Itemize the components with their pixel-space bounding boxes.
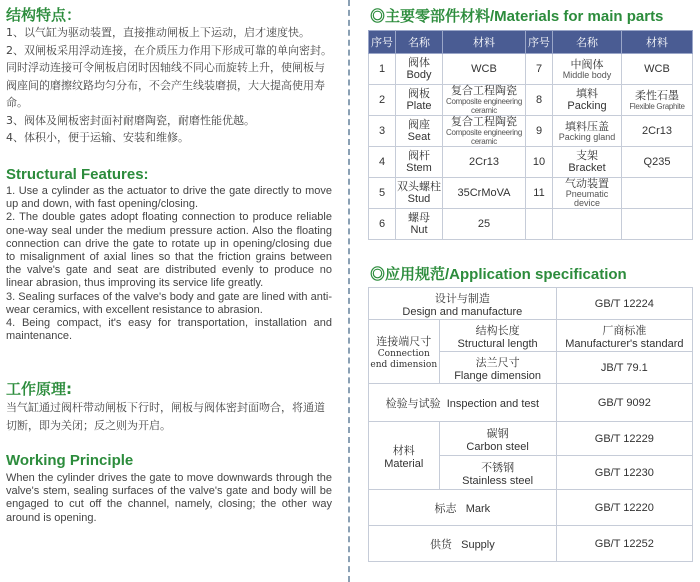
part-material xyxy=(622,116,693,147)
spec-label-zh: 供货 xyxy=(429,538,452,551)
part-name-en: Packing gland xyxy=(558,131,616,142)
spec-label xyxy=(369,422,440,490)
spec-standard-en: Manufacturer's standard xyxy=(565,337,684,350)
spec-label xyxy=(369,288,557,320)
part-material xyxy=(443,209,526,240)
spec-standard: JB/T 79.1 xyxy=(556,352,692,384)
part-name-en: Pneumatic device xyxy=(565,189,609,208)
spec-sublabel-zh: 不锈钢 xyxy=(481,461,515,474)
spec-label-zh: 设计与制造 xyxy=(434,292,490,305)
part-material-main: WCB xyxy=(644,63,670,75)
spec-label xyxy=(369,384,557,422)
spec-sublabel-en: Flange dimension xyxy=(454,369,542,382)
part-material-main: 25 xyxy=(477,218,491,230)
spec-standard xyxy=(556,320,692,352)
spec-standard: GB/T 9092 xyxy=(556,384,692,422)
working-en-text: When the cylinder drives the gate to move downwards through the valve's stem, sealing surfaces of the valve's gate and body will be engaged to cut off the channel, namely, closing; the other way around is opening. xyxy=(6,472,332,524)
part-material xyxy=(622,54,693,85)
part-name-en: Body xyxy=(406,69,432,81)
section-bullet-icon: ◎ xyxy=(370,8,386,25)
spec-row xyxy=(369,422,693,456)
part-name-zh: 填料 xyxy=(576,88,598,100)
part-name-zh: 螺母 xyxy=(408,212,430,224)
part-material xyxy=(443,85,526,116)
header-material: 材料 xyxy=(622,31,693,54)
right-column xyxy=(360,0,700,582)
working-en-title: Working Principle xyxy=(6,452,134,469)
spec-label-en: Supply xyxy=(461,538,495,551)
spec-table xyxy=(368,287,693,562)
part-name-en: Plate xyxy=(406,100,432,112)
part-name xyxy=(553,85,622,116)
part-name-zh: 中阀体 xyxy=(570,58,604,71)
part-number: 6 xyxy=(369,209,396,240)
part-material xyxy=(622,178,693,209)
part-name-en: Nut xyxy=(410,224,428,236)
working-cn-text: 当气缸通过阀杆带动闸板下行时，闸板与阀体密封面吻合，将通道切断，即为关闭；反之则为开启。 xyxy=(6,401,325,432)
features-cn-text xyxy=(6,24,332,147)
spec-sublabel xyxy=(439,320,556,352)
part-name xyxy=(396,209,443,240)
part-name-zh: 双头螺柱 xyxy=(397,181,441,193)
parts-row xyxy=(369,178,693,209)
features-cn-title: 结构特点： xyxy=(6,6,82,24)
part-material xyxy=(622,85,693,116)
part-name-zh: 填料压盖 xyxy=(565,120,609,133)
part-name-zh: 阀板 xyxy=(408,88,430,100)
parts-row xyxy=(369,209,693,240)
header-name: 名称 xyxy=(396,31,443,54)
spec-row xyxy=(369,490,693,526)
features-en-item: 3. Sealing surfaces of the valve's body and gate are lined with anti-wear ceramics, with excellent resistance to abrasion. xyxy=(6,290,332,316)
part-name-zh: 阀座 xyxy=(408,119,430,131)
part-name-zh: 阀体 xyxy=(408,57,430,69)
spec-sublabel xyxy=(439,352,556,384)
spec-sublabel-en: Stainless steel xyxy=(462,474,534,487)
spec-standard: GB/T 12230 xyxy=(556,456,692,490)
section-bullet-icon: ◎ xyxy=(370,266,386,283)
part-number: 7 xyxy=(526,54,553,85)
parts-row xyxy=(369,116,693,147)
part-name-en: Middle body xyxy=(562,69,612,80)
part-material-main: 复合工程陶瓷 xyxy=(451,85,517,97)
part-material xyxy=(443,54,526,85)
part-material-main: 柔性石墨 xyxy=(635,89,679,102)
spec-row xyxy=(369,288,693,320)
features-cn-item: 3、阀体及闸板密封面衬耐磨陶瓷，耐磨性能优越。 xyxy=(6,113,255,127)
spec-row xyxy=(369,320,693,352)
parts-section-title xyxy=(370,5,663,26)
parts-row xyxy=(369,85,693,116)
spec-row xyxy=(369,384,693,422)
part-material xyxy=(443,178,526,209)
column-divider xyxy=(348,0,350,582)
part-material xyxy=(443,116,526,147)
part-material-main: 复合工程陶瓷 xyxy=(451,116,517,128)
spec-label-zh: 材料 xyxy=(392,444,415,457)
spec-title-text: 应用规范/Application specification xyxy=(385,266,627,283)
spec-label-en: Design and manufacture xyxy=(402,305,523,318)
features-en-item: 2. The double gates adopt floating connection to produce reliable one-way seal under the medium pressure action. Also the floating connection can drive the gate to rotate up in opening/closing due to misalignment of axial lines so that the friction grains between the valve's gate and seat are distributed evenly to produce no linear abrasion, thus improving its service life greatly. xyxy=(6,211,332,290)
spec-sublabel-zh: 法兰尺寸 xyxy=(475,356,520,369)
spec-sublabel xyxy=(439,422,556,456)
header-name: 名称 xyxy=(553,31,622,54)
spec-label-en: Inspection and test xyxy=(446,397,540,410)
part-name-en: Stem xyxy=(406,162,432,174)
part-material-sub: Composite engineering ceramic xyxy=(446,128,522,146)
part-number: 8 xyxy=(526,85,553,116)
part-number: 11 xyxy=(526,178,553,209)
header-material: 材料 xyxy=(443,31,526,54)
features-en-item: 4. Being compact, it's easy for transportation, installation and maintenance. xyxy=(6,317,332,343)
spec-sublabel-zh: 结构长度 xyxy=(475,324,520,337)
part-number: 10 xyxy=(526,147,553,178)
part-material-main: WCB xyxy=(471,63,497,75)
part-name-zh: 支架 xyxy=(576,150,598,162)
part-name-en: Packing xyxy=(567,100,607,112)
spec-label xyxy=(369,320,440,384)
part-name xyxy=(553,178,622,209)
spec-label-zh: 检验与试验 xyxy=(385,397,441,410)
features-en-text xyxy=(6,185,332,343)
part-name-en: Stud xyxy=(407,193,431,205)
part-number: 2 xyxy=(369,85,396,116)
features-cn-item: 4、体积小，便于运输、安装和维修。 xyxy=(6,131,189,144)
part-number: 1 xyxy=(369,54,396,85)
spec-sublabel-zh: 碳钢 xyxy=(486,427,509,440)
working-cn-title: 工作原理: xyxy=(6,380,72,398)
part-name-en: Seat xyxy=(407,131,431,143)
spec-label-en: Material xyxy=(384,457,424,470)
spec-label-en: Mark xyxy=(465,502,491,515)
part-material-main: Q235 xyxy=(643,156,671,168)
spec-label-zh: 标志 xyxy=(434,502,457,515)
spec-sublabel xyxy=(439,456,556,490)
spec-standard: GB/T 12224 xyxy=(556,288,692,320)
part-material-main: 35CrMoVA xyxy=(457,187,511,199)
spec-label xyxy=(369,490,557,526)
spec-standard: GB/T 12220 xyxy=(556,490,692,526)
left-column xyxy=(0,0,340,582)
part-name-zh: 阀杆 xyxy=(408,150,430,162)
part-material-main: 2Cr13 xyxy=(642,125,672,137)
part-name xyxy=(396,147,443,178)
spec-standard-zh: 厂商标准 xyxy=(602,324,647,337)
part-name-en: Bracket xyxy=(568,162,606,174)
parts-row xyxy=(369,147,693,178)
header-no: 序号 xyxy=(369,31,396,54)
part-material xyxy=(443,147,526,178)
parts-title-text: 主要零部件材料/Materials for main parts xyxy=(385,8,664,25)
features-en-item: 1. Use a cylinder as the actuator to drive the gate directly to move up and down, with fast opening/closing. xyxy=(6,185,332,211)
part-name xyxy=(396,54,443,85)
spec-section-title xyxy=(370,263,627,284)
part-material-sub: Flexible Graphite xyxy=(629,101,685,111)
part-name-zh: 气动装置 xyxy=(565,178,609,190)
part-name xyxy=(553,54,622,85)
part-material xyxy=(622,209,693,240)
part-name xyxy=(396,85,443,116)
part-material-sub: Composite engineering ceramic xyxy=(446,97,522,115)
part-number: 4 xyxy=(369,147,396,178)
part-material-main: 2Cr13 xyxy=(469,156,499,168)
part-name xyxy=(396,116,443,147)
part-number: 9 xyxy=(526,116,553,147)
spec-label-zh: 连接端尺寸 xyxy=(376,335,432,348)
part-name xyxy=(553,209,622,240)
spec-sublabel-en: Structural length xyxy=(457,337,538,350)
spec-label-en: Connection end dimension xyxy=(370,348,438,370)
parts-header-row xyxy=(369,31,693,54)
part-number xyxy=(526,209,553,240)
spec-row xyxy=(369,526,693,562)
part-name xyxy=(553,147,622,178)
parts-row xyxy=(369,54,693,85)
spec-standard: GB/T 12229 xyxy=(556,422,692,456)
features-cn-item: 2、双闸板采用浮动连接，在介质压力作用下形成可靠的单向密封。同时浮动连接可令闸板启闭时因轴线不同心而旋转上升，使闸板与阀座间的磨擦纹路均匀分布，不会产生线装磨损，大大提高使用寿命。 xyxy=(6,43,332,109)
parts-table xyxy=(368,30,693,240)
part-number: 3 xyxy=(369,116,396,147)
features-en-title: Structural Features: xyxy=(6,166,149,183)
spec-standard: GB/T 12252 xyxy=(556,526,692,562)
part-material xyxy=(622,147,693,178)
header-no: 序号 xyxy=(526,31,553,54)
part-name xyxy=(553,116,622,147)
features-cn-item: 1、以气缸为驱动装置，直接推动闸板上下运动，启才速度快。 xyxy=(6,26,310,39)
part-number: 5 xyxy=(369,178,396,209)
spec-label xyxy=(369,526,557,562)
part-name xyxy=(396,178,443,209)
spec-sublabel-en: Carbon steel xyxy=(466,440,529,453)
